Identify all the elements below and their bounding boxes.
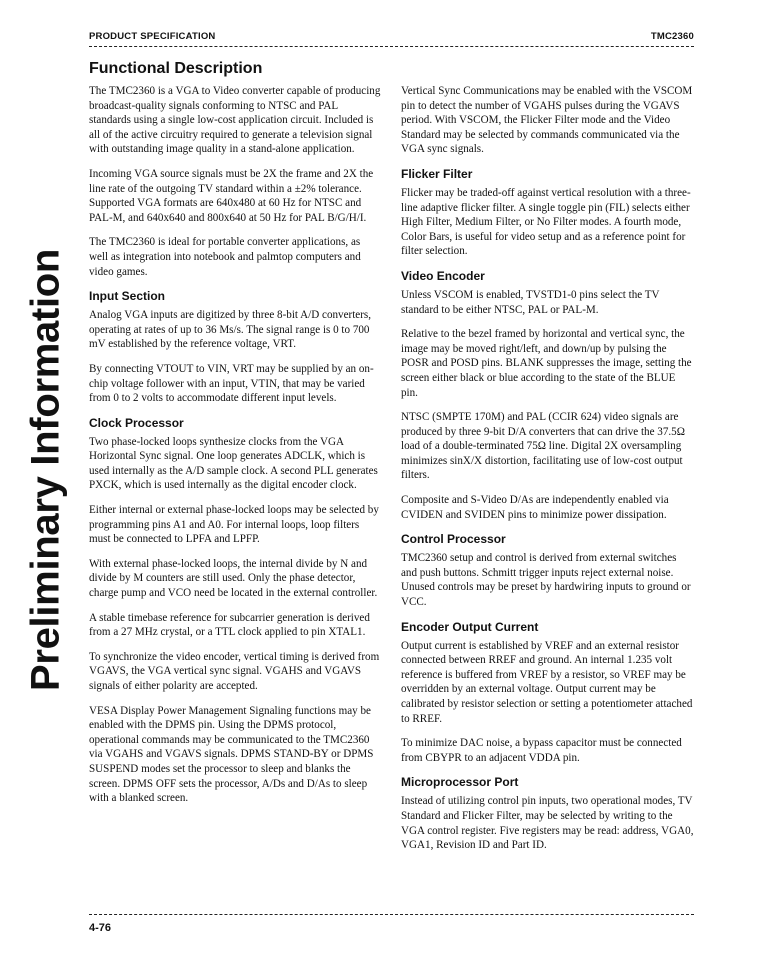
page-title: Functional Description [89, 60, 263, 77]
paragraph: A stable timebase reference for subcarrier generation is derived from a 27 MHz crystal, or a TTL clock applied to pin XTAL1. [89, 611, 370, 639]
paragraph: Instead of utilizing control pin inputs, two operational modes, TV Standard and Flicker Filter, may be selected by writing to the VGA control register. Five registers may be read: address, VGA0, VGA1, Revision ID and Part ID. [401, 795, 694, 852]
paragraph: Relative to the bezel framed by horizontal and vertical sync, the image may be moved right/left, and down/up by pulsing the POSR and POSD pins. BLANK suppresses the image, setting the screen either black or blue according to the state of the BLUE pin. [401, 328, 692, 399]
paragraph: TMC2360 setup and control is derived from external switches and push buttons. Schmitt trigger inputs reject external noise. Unused controls may be preset by hardwiring inputs to ground or VCC. [401, 552, 691, 609]
section-heading-flicker: Flicker Filter [401, 166, 473, 181]
paragraph: The TMC2360 is ideal for portable converter applications, as well as integration into notebook and palmtop computers and video games. [89, 236, 361, 278]
header-product-specification: PRODUCT SPECIFICATION [89, 31, 216, 42]
section-heading-microprocessor: Microprocessor Port [401, 775, 519, 790]
section-heading-clock: Clock Processor [89, 415, 184, 430]
paragraph: Two phase-locked loops synthesize clocks from the VGA Horizontal Sync signal. One loop generates ADCLK, which is used internally as the A/D sample clock. A second PLL generates PXCK, which is used internally as the digital encoder clock. [89, 435, 378, 492]
section-heading-output-current: Encoder Output Current [401, 619, 539, 634]
paragraph: Either internal or external phase-locked loops may be selected by programming pins A1 and A0. For internal loops, loop filters must be connected to LPFA and LPFP. [89, 504, 379, 546]
paragraph: VESA Display Power Management Signaling functions may be enabled with the DPMS pin. Using the DPMS protocol, operational commands may be communicated to the TMC2360 via VGAHS and VGAVS signals. DPMS STAND-BY or DPMS SUSPEND modes set the processor to sleep and blanks the screen. DPMS OFF sets the processor, A/Ds and D/As to sleep with a blanked screen. [89, 704, 374, 805]
left-column [89, 84, 381, 816]
paragraph: Unless VSCOM is enabled, TVSTD1-0 pins select the TV standard to be either NTSC, PAL or PAL-M. [401, 288, 660, 316]
paragraph: Composite and S-Video D/As are independently enabled via CVIDEN and SVIDEN pins to minimize power dissipation. [401, 494, 669, 521]
page-number: 4-76 [89, 922, 112, 934]
header-rule [89, 46, 694, 47]
sidebar-text: Preliminary Information [23, 248, 68, 692]
paragraph: Analog VGA inputs are digitized by three 8-bit A/D converters, operating at rates of up to 36 Ms/s. The signal range is 0 to 700 mV established by the reference voltage, VRT. [89, 309, 372, 351]
paragraph: Flicker may be traded-off against vertical resolution with a three-line adaptive flicker filter. A single toggle pin (FIL) selects either High Filter, Medium Filter, or No Filter modes. A fourth mode, Color Bars, is useful for video setup and as a reference point for filter selection. [401, 186, 691, 258]
paragraph: With external phase-locked loops, the internal divide by N and divide by M counters are still used. Only the phase detector, charge pump and VCO need be located in the external controller. [89, 557, 378, 600]
paragraph: To synchronize the video encoder, vertical timing is derived from VGAVS, the VGA vertical sync signal. VGAHS and VGAVS signals of either polarity are accepted. [89, 650, 380, 692]
paragraph: NTSC (SMPTE 170M) and PAL (CCIR 624) video signals are produced by three 9-bit D/A converters that can drive the 37.5Ω load of a double-terminated 75Ω line. Digital 2X oversampling minimizes sinX/X distortion, facilitating use of low-cost output filters. [401, 411, 685, 482]
header-part-number: TMC2360 [650, 31, 694, 42]
section-heading-video-encoder: Video Encoder [401, 268, 485, 283]
footer-rule [89, 914, 694, 915]
paragraph: By connecting VTOUT to VIN, VRT may be supplied by an on-chip voltage follower with an input, VTIN, that may be varied from 0 to 2 volts to accommodate different input levels. [89, 362, 374, 405]
right-column [401, 84, 694, 863]
paragraph: Vertical Sync Communications may be enabled with the VSCOM pin to detect the number of VGAHS pulses during the VGAVS period. With VSCOM, the Flicker Filter mode and the Video Standard may be selected by commands communicated via the VGA sync signals. [401, 85, 693, 156]
section-heading-input: Input Section [89, 289, 165, 304]
paragraph: To minimize DAC noise, a bypass capacitor must be connected from CBYPR to an adjacent VDDA pin. [401, 737, 682, 764]
paragraph: Incoming VGA source signals must be 2X the frame and 2X the line rate of the outgoing TV standard within a ±2% tolerance. Supported VGA formats are 640x480 at 60 Hz for NTSC and PAL-M, and 640x640 and 800x640 at 50 Hz for PAL B/G/H/I. [89, 167, 374, 224]
sidebar-banner [18, 248, 74, 692]
paragraph: The TMC2360 is a VGA to Video converter capable of producing broadcast-quality signals conforming to NTSC and PAL standards using a single low-cost application circuit. Included is all of the active circuitry required to generate a television signal with outstanding image quality in a stand-alone application. [89, 85, 381, 156]
section-heading-control: Control Processor [401, 532, 506, 547]
paragraph: Output current is established by VREF and an external resistor connected between RREF and ground. An internal 1.235 volt reference is buffered from VREF by a resistor, so VREF may be overridden by an external voltage. Output current may be calibrated by resistor selection or setting a potentiometer attached to RREF. [401, 639, 693, 725]
